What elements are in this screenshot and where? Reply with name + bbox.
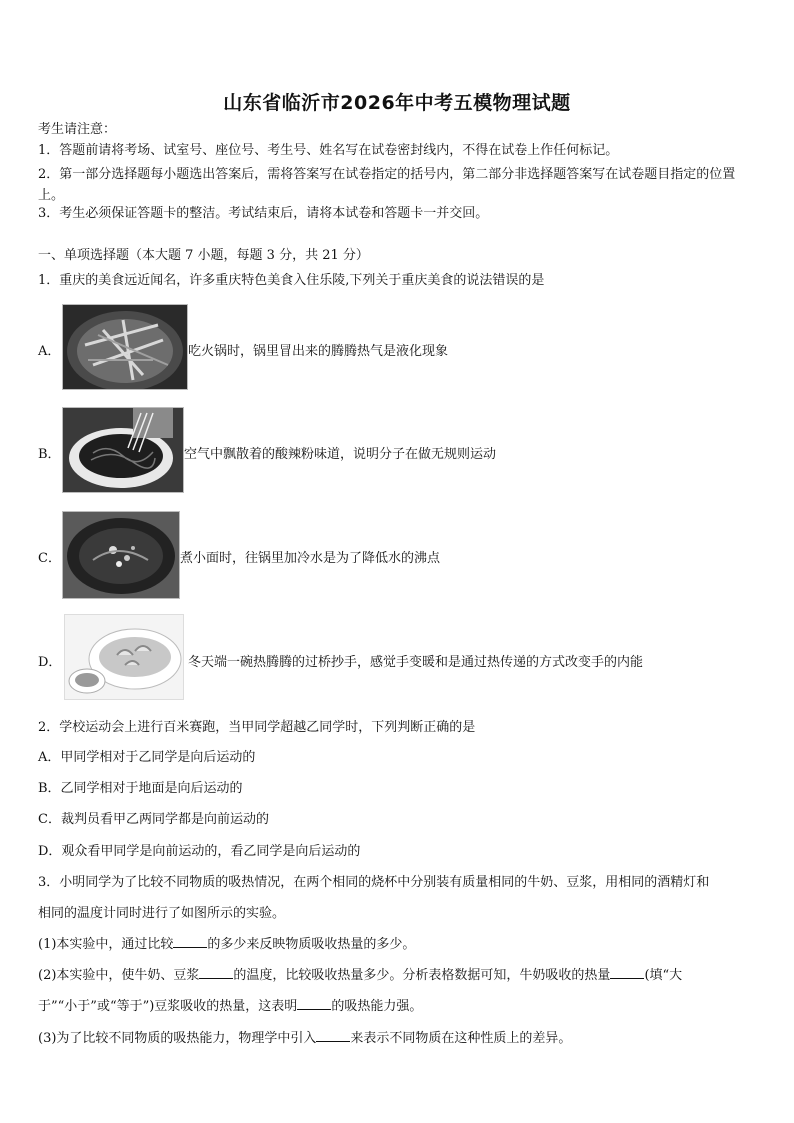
q3-part-2-line1 <box>38 968 682 984</box>
option-d-text: 冬天端一碗热腾腾的过桥抄手，感觉手变暖和是通过热传递的方式改变手的内能 <box>188 655 644 670</box>
answer-blank[interactable] <box>199 978 233 979</box>
option-c-letter: C． <box>38 551 61 566</box>
option-a-letter: A． <box>38 344 61 359</box>
q2-option-c: C．裁判员看甲乙两同学都是向前运动的 <box>38 812 269 827</box>
wonton-photo <box>64 614 184 700</box>
answer-blank[interactable] <box>173 947 207 948</box>
q3-part-2-text-d: 于”“小于”或“等于”)豆浆吸收的热量，这表明 <box>38 999 298 1014</box>
notice-item-2: 2．第一部分选择题每小题选出答案后，需将答案写在试卷指定的括号内，第二部分非选择题答案写在试卷题目指定的位置上。 <box>38 167 736 203</box>
question-3-stem-line2: 相同的温度计同时进行了如图所示的实验。 <box>38 906 286 921</box>
q3-part-2-text-b: 的温度，比较吸收热量多少。分析表格数据可知，牛奶吸收的热量 <box>233 968 611 983</box>
question-1-stem: 1．重庆的美食远近闻名，许多重庆特色美食入住乐陵,下列关于重庆美食的说法错误的是 <box>38 273 545 288</box>
question-3-stem-line1: 3．小明同学为了比较不同物质的吸热情况，在两个相同的烧杯中分别装有质量相同的牛奶、豆浆，用相同的酒精灯和 <box>38 875 710 890</box>
question-2-stem: 2．学校运动会上进行百米赛跑，当甲同学超越乙同学时，下列判断正确的是 <box>38 720 476 735</box>
q2-option-d: D．观众看甲同学是向前运动的，看乙同学是向后运动的 <box>38 844 361 859</box>
answer-blank[interactable] <box>316 1041 350 1042</box>
option-c-text: 煮小面时，往锅里加冷水是为了降低水的沸点 <box>180 551 441 566</box>
q3-part-2-text-e: 的吸热能力强。 <box>331 999 423 1014</box>
answer-blank[interactable] <box>610 978 644 979</box>
noodles-photo <box>62 407 184 493</box>
hotpot-photo <box>62 304 188 390</box>
small-noodles-photo <box>62 511 180 599</box>
option-a-text: 吃火锅时，锅里冒出来的腾腾热气是液化现象 <box>188 344 449 359</box>
q3-part-1 <box>38 937 415 953</box>
q3-part-2-line2 <box>38 999 422 1015</box>
q3-part-3-text-b: 来表示不同物质在这种性质上的差异。 <box>350 1031 572 1046</box>
q3-part-3-text-a: (3)为了比较不同物质的吸热能力，物理学中引入 <box>38 1031 317 1046</box>
q3-part-2-text-c: (填“大 <box>644 968 683 983</box>
q3-part-1-text-a: (1)本实验中，通过比较 <box>38 937 174 952</box>
option-b-text: 空气中飘散着的酸辣粉味道，说明分子在做无规则运动 <box>184 447 497 462</box>
q3-part-1-text-b: 的多少来反映物质吸收热量的多少。 <box>207 937 416 952</box>
q3-part-3 <box>38 1031 571 1047</box>
notice-item-3: 3．考生必须保证答题卡的整洁。考试结束后，请将本试卷和答题卡一并交回。 <box>38 206 489 221</box>
section-heading: 一、单项选择题（本大题 7 小题，每题 3 分，共 21 分） <box>38 248 369 263</box>
q3-part-2-text-a: (2)本实验中，使牛奶、豆浆 <box>38 968 200 983</box>
page-title: 山东省临沂市2026年中考五模物理试题 <box>223 92 571 114</box>
option-b-letter: B． <box>38 447 61 462</box>
answer-blank[interactable] <box>297 1009 331 1010</box>
q2-option-b: B．乙同学相对于地面是向后运动的 <box>38 781 243 796</box>
notice-item-1: 1．答题前请将考场、试室号、座位号、考生号、姓名写在试卷密封线内，不得在试卷上作任何标记。 <box>38 143 619 158</box>
option-d-letter: D． <box>38 655 62 670</box>
notice-header: 考生请注意： <box>38 122 117 137</box>
q2-option-a: A．甲同学相对于乙同学是向后运动的 <box>38 750 256 765</box>
